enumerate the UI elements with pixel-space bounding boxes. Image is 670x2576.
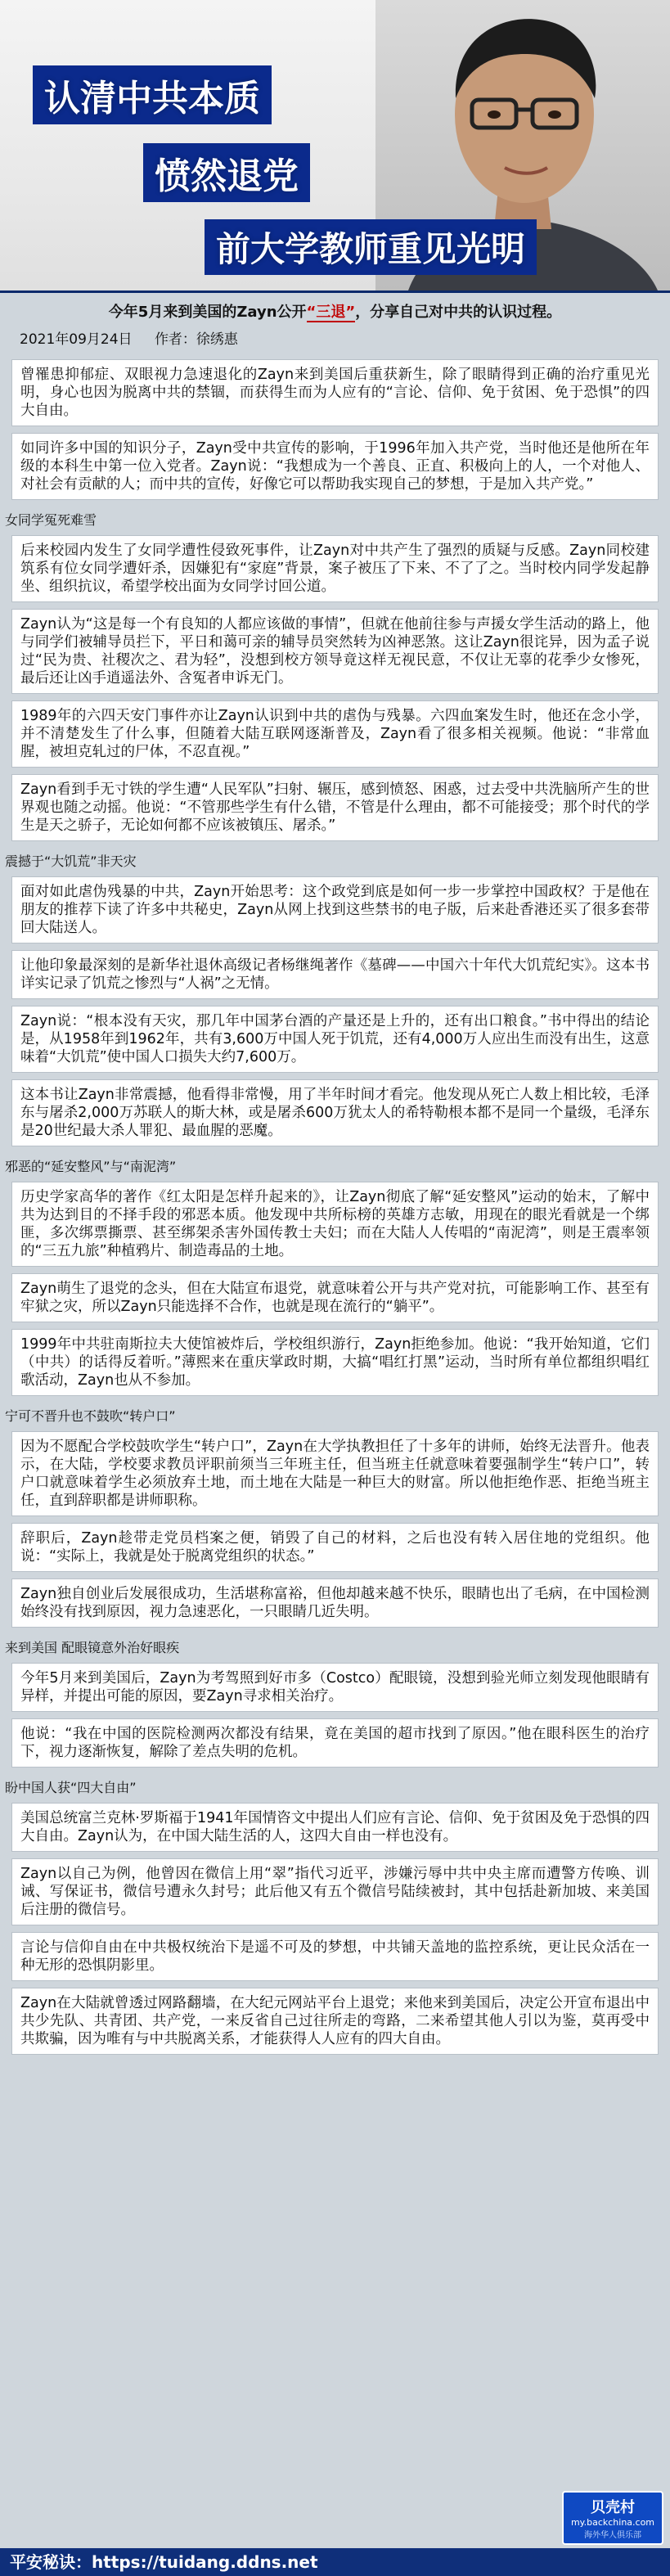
paragraph: 因为不愿配合学校鼓吹学生“转户口”，Zayn在大学执教担任了十多年的讲师，始终无法晋升。他表示，在大陆，学校要求教员评职前须当三年班主任，但当班主任就意味着要强制学生“转户口”，转户口就意味着学生必须放弃土地，而土地在大陆是一种巨大的财富。所以他拒绝作恶、拒绝当班主任，直到辞职都是讲师职称。: [11, 1431, 659, 1516]
article-author: 作者：徐绣惠: [154, 331, 238, 348]
paragraph: Zayn独自创业后发展很成功，生活堪称富裕，但他却越来越不快乐，眼睛也出了毛病，在中国检测始终没有找到原因，视力急速恶化，一只眼睛几近失明。: [11, 1578, 659, 1628]
paragraph: 曾罹患抑郁症、双眼视力急速退化的Zayn来到美国后重获新生，除了眼睛得到正确的治疗重见光明，身心也因为脱离中共的禁锢，而获得生而为人应有的“言论、信仰、免于贫困、免于恐惧”的四大自由。: [11, 359, 659, 426]
subtitle-before: 今年5月来到美国的Zayn公开: [108, 304, 307, 321]
paragraph: 面对如此虐伪残暴的中共，Zayn开始思考：这个政党到底是如何一步一步掌控中国政权？于是他在朋友的推荐下读了许多中共秘史，Zayn从网上找到这些禁书的电子版，后来赴香港还买了很多套带回大陆送人。: [11, 876, 659, 943]
logo-url: my.backchina.com: [570, 2517, 655, 2528]
section-heading: 宁可不晋升也不鼓吹“转户口”: [5, 1408, 176, 1424]
article-body: [5, 359, 659, 2055]
paragraph: 1999年中共驻南斯拉夫大使馆被炸后，学校组织游行，Zayn拒绝参加。他说：“我开始知道，它们（中共）的话得反着听。”薄熙来在重庆掌政时期，大搞“唱红打黑”运动，当时所有单位都组织唱红歌活动，Zayn也从不参加。: [11, 1329, 659, 1396]
section-heading: 盼中国人获“四大自由”: [5, 1780, 137, 1795]
banner-line-3: 前大学教师重见光明: [205, 219, 537, 275]
paragraph: 他说：“我在中国的医院检测两次都没有结果，竟在美国的超市找到了原因。”他在眼科医生的治疗下，视力逐渐恢复，解除了差点失明的危机。: [11, 1718, 659, 1768]
header-banner: [0, 0, 670, 293]
paragraph: Zayn以自己为例，他曾因在微信上用“翠”指代习近平，涉嫌污辱中共中央主席而遭警方传唤、训诫、写保证书，微信号遭永久封号；此后他又有五个微信号陆续被封，其中包括赴新加坡、来美国后注册的微信号。: [11, 1858, 659, 1925]
paragraph: 1989年的六四天安门事件亦让Zayn认识到中共的虐伪与残暴。六四血案发生时，他还在念小学，并不清楚发生了什么事，但随着大陆互联网逐渐普及，Zayn看了很多相关视频。他说：“非常血腥，被坦克轧过的尸体，不忍直视。”: [11, 700, 659, 768]
article-content: [0, 293, 670, 2055]
paragraph: Zayn萌生了退党的念头，但在大陆宣布退党，就意味着公开与共产党对抗，可能影响工作、甚至有牢狱之灾，所以Zayn只能选择不合作，也就是现在流行的“躺平”。: [11, 1273, 659, 1322]
paragraph: Zayn认为“这是每一个有良知的人都应该做的事情”，但就在他前往参与声援女学生活动的路上，他与同学们被辅导员拦下，平日和蔼可亲的辅导员突然转为凶神恶煞。这让Zayn很诧异，因为孟子说过“民为贵、社稷次之、君为轻”，没想到校方领导竟这样无视民意，不仅让无辜的花季少女惨死，最后还让凶手逍遥法外、含冤者申诉无门。: [11, 609, 659, 694]
section-heading: 来到美国 配眼镜意外治好眼疾: [5, 1640, 180, 1655]
paragraph: 今年5月来到美国后，Zayn为考驾照到好市多（Costco）配眼镜，没想到验光师立刻发现他眼睛有异样，并提出可能的原因，要Zayn寻求相关治疗。: [11, 1663, 659, 1712]
paragraph: 如同许多中国的知识分子，Zayn受中共宣传的影响，于1996年加入共产党，当时他还是他所在年级的本科生中第一位入党者。Zayn说：“我想成为一个善良、正直、积极向上的人，一个对他人、对社会有贡献的人；而中共的宣传，好像它可以帮助我实现自己的梦想，于是加入共产党。”: [11, 433, 659, 500]
logo-slogan: 海外华人俱乐部: [584, 2531, 641, 2540]
paragraph: 历史学家高华的著作《红太阳是怎样升起来的》，让Zayn彻底了解“延安整风”运动的始末，了解中共为达到目的不择手段的邪恶本质。他发现中共所标榜的英雄方志敏，用现在的眼光看就是一个绑匪，多次绑票撕票、甚至绑架杀害外国传教士夫妇；而在大陆人人传唱的“南泥湾”，则是王震率领的“三五九旅”种植鸦片、制造毒品的土地。: [11, 1182, 659, 1267]
site-logo[interactable]: [562, 2491, 663, 2545]
article-date: 2021年09月24日: [20, 331, 133, 348]
logo-title: 贝壳村: [591, 2499, 635, 2516]
article-meta: [11, 326, 659, 353]
paragraph: Zayn说：“根本没有天灾，那几年中国茅台酒的产量还是上升的，还有出口粮食。”书中得出的结论是，从1958年到1962年，共有3,600万中国人死于饥荒，还有4,000万人应出生而没有出生，这意味着“大饥荒”使中国人口损失大约7,600万。: [11, 1006, 659, 1073]
paragraph: 后来校园内发生了女同学遭性侵致死事件，让Zayn对中共产生了强烈的质疑与反感。Zayn同校建筑系有位女同学遭奸杀，因嫌犯有“家庭”背景，案子被压了下来、不了了之。当时校内同学发起静坐、组织抗议，希望学校出面为女同学讨回公道。: [11, 535, 659, 602]
banner-line-1: 认清中共本质: [33, 65, 272, 124]
paragraph: Zayn在大陆就曾透过网路翻墙，在大纪元网站平台上退党；来他来到美国后，决定公开宣布退出中共少先队、共青团、共产党，一来反省自己过往所走的弯路，二来希望其他人引以为鉴，莫再受中共欺骗，因为唯有与中共脱离关系，才能获得人人应有的四大自由。: [11, 1988, 659, 2055]
section-heading: 邪恶的“延安整风”与“南泥湾”: [5, 1159, 177, 1174]
paragraph: 美国总统富兰克林·罗斯福于1941年国情咨文中提出人们应有言论、信仰、免于贫困及免于恐惧的四大自由。Zayn认为，在中国大陆生活的人，这四大自由一样也没有。: [11, 1803, 659, 1852]
article-subtitle: [11, 298, 659, 326]
section-heading: 女同学冤死难雪: [5, 512, 97, 528]
subtitle-highlight: “三退”: [306, 304, 356, 321]
footer-link[interactable]: 平安秘诀：https://tuidang.ddns.net: [0, 2548, 670, 2576]
paragraph: 让他印象最深刻的是新华社退休高级记者杨继绳著作《墓碑——中国六十年代大饥荒纪实》。这本书详实记录了饥荒之惨烈与“人祸”之无情。: [11, 950, 659, 999]
paragraph: Zayn看到手无寸铁的学生遭“人民军队”扫射、辗压，感到愤怒、困惑，过去受中共洗脑所产生的世界观也随之动摇。他说：“不管那些学生有什么错，不管是什么理由，都不可能接受；那个时代的学生是天之骄子，无论如何都不应该被镇压、屠杀。”: [11, 774, 659, 841]
paragraph: 言论与信仰自由在中共极权统治下是遥不可及的梦想，中共铺天盖地的监控系统，更让民众活在一种无形的恐惧阴影里。: [11, 1932, 659, 1981]
banner-line-2: 愤然退党: [143, 143, 310, 202]
subtitle-after: ，分享自己对中共的认识过程。: [355, 304, 562, 321]
paragraph: 辞职后，Zayn趁带走党员档案之便，销毁了自己的材料，之后也没有转入居住地的党组织。他说：“实际上，我就是处于脱离党组织的状态。”: [11, 1523, 659, 1572]
section-heading: 震撼于“大饥荒”非天灾: [5, 853, 137, 869]
paragraph: 这本书让Zayn非常震撼，他看得非常慢，用了半年时间才看完。他发现从死亡人数上相比较，毛泽东与屠杀2,000万苏联人的斯大林，或是屠杀600万犹太人的希特勒根本都不是同一个量级，毛泽东是20世纪最大杀人罪犯、最血腥的恶魔。: [11, 1079, 659, 1146]
